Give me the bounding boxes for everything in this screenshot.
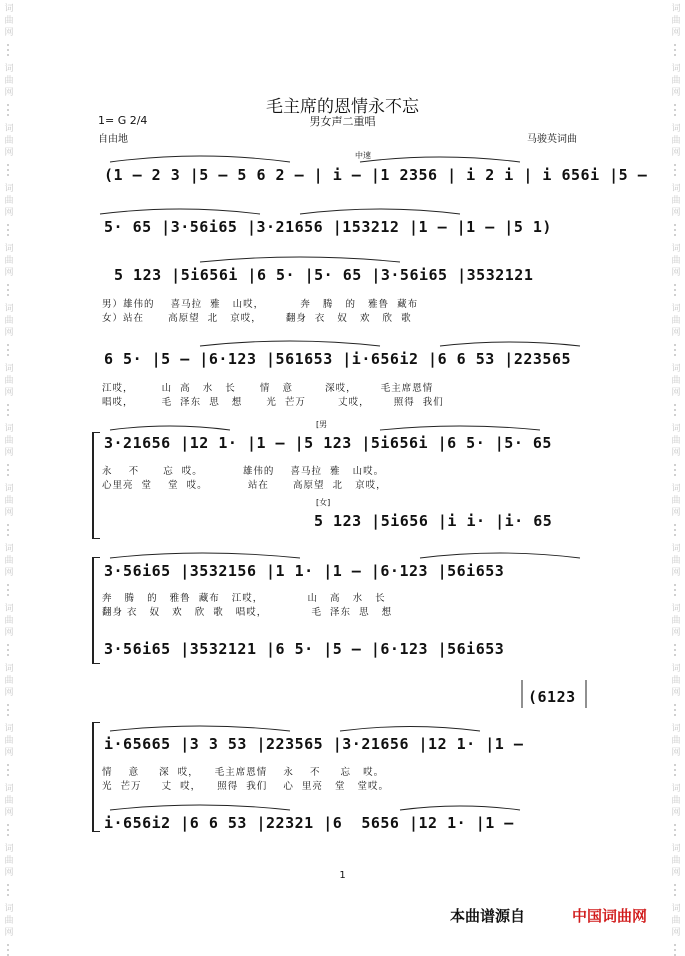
- score-line-2: 5· 65 |3·56i65 |3·21656 |153212 |1 — |1 — |5 1): [104, 218, 552, 236]
- watermark-glyph: 词: [4, 424, 14, 434]
- watermark-glyph: 网: [4, 808, 14, 818]
- watermark-glyph: 词: [4, 124, 14, 134]
- watermark-glyph: 曲: [671, 16, 681, 26]
- watermark-glyph: 网: [4, 508, 14, 518]
- watermark-glyph: 词: [671, 904, 681, 914]
- watermark-glyph: 网: [671, 268, 681, 278]
- watermark-glyph: 曲: [4, 556, 14, 566]
- score-line-7-upper: i·65665 |3 3 53 |223565 |3·21656 |12 1· |1 —: [104, 735, 524, 753]
- watermark-glyph: 曲: [671, 736, 681, 746]
- key-signature: 1= G 2/4: [98, 114, 148, 127]
- watermark-glyph: 网: [671, 148, 681, 158]
- watermark-glyph: 网: [4, 688, 14, 698]
- watermark-glyph: 曲: [671, 436, 681, 446]
- song-subtitle: 男女声二重唱: [309, 115, 376, 128]
- watermark-glyph: 词: [671, 184, 681, 194]
- score-line-4: 6 5· |5 — |6·123 |561653 |i·656i2 |6 6 53 |223565: [104, 350, 572, 368]
- watermark-glyph: 曲: [4, 796, 14, 806]
- slur-line-3: [200, 257, 400, 262]
- slur-line-2b: [300, 209, 460, 214]
- watermark-glyph: 曲: [4, 496, 14, 506]
- watermark-glyph: 网: [671, 28, 681, 38]
- watermark-glyph: 曲: [671, 316, 681, 326]
- lyrics-male-4: 江哎， 山 高 水 长 情 意 深哎， 毛主席恩情: [102, 383, 434, 394]
- watermark-glyph: 曲: [671, 196, 681, 206]
- watermark-glyph: 网: [4, 628, 14, 638]
- watermark-glyph: 词: [671, 484, 681, 494]
- score-line-3: 5 123 |5i656i |6 5· |5· 65 |3·56i65 |3532121: [114, 266, 534, 284]
- watermark-glyph: 词: [4, 364, 14, 374]
- watermark-glyph: 网: [671, 88, 681, 98]
- watermark-glyph: 网: [4, 208, 14, 218]
- watermark-glyph: 曲: [671, 856, 681, 866]
- watermark-glyph: 曲: [671, 796, 681, 806]
- watermark-glyph: 词: [4, 64, 14, 74]
- lyrics-5-line-2: 心里亮 堂 堂 哎。 站在 高原望 北 京哎，: [102, 480, 387, 491]
- watermark-glyph: 词: [671, 544, 681, 554]
- watermark-glyph: 词: [4, 484, 14, 494]
- watermark-glyph: 词: [4, 724, 14, 734]
- watermark-glyph: 曲: [4, 316, 14, 326]
- intro-phrase: (6123: [528, 688, 576, 706]
- watermark-glyph: 词: [4, 184, 14, 194]
- watermark-glyph: 词: [671, 784, 681, 794]
- watermark-glyph: 网: [671, 508, 681, 518]
- watermark-glyph: 网: [671, 208, 681, 218]
- watermark-glyph: 网: [671, 688, 681, 698]
- watermark-glyph: 词: [4, 844, 14, 854]
- watermark-glyph: 网: [4, 748, 14, 758]
- slur-line-2: [100, 209, 260, 214]
- slur-line-1b: [360, 157, 520, 162]
- watermark-glyph: 词: [671, 124, 681, 134]
- score-line-6-lower: 3·56i65 |3532121 |6 5· |5 — |6·123 |56i653: [104, 640, 505, 658]
- slur-line-4: [200, 341, 380, 346]
- watermark-glyph: 曲: [671, 676, 681, 686]
- tempo-change-mark: 中速: [355, 151, 371, 160]
- watermark-glyph: 词: [4, 304, 14, 314]
- composer-credit: 马骏英词曲: [527, 134, 577, 145]
- score-line-1: (1 — 2 3 |5 — 5 6 2 — | i — |1 2356 | i 2 i | i 656i |5 —: [104, 166, 648, 184]
- watermark-glyph: 词: [671, 424, 681, 434]
- song-title: 毛主席的恩情永不忘: [266, 97, 419, 117]
- female-part-label: [女]: [316, 498, 331, 507]
- watermark-glyph: 曲: [4, 16, 14, 26]
- watermark-glyph: 曲: [4, 196, 14, 206]
- watermark-glyph: 词: [4, 784, 14, 794]
- watermark-glyph: 网: [4, 28, 14, 38]
- watermark-glyph: 词: [4, 4, 14, 14]
- slur-line-6b: [420, 553, 580, 558]
- watermark-glyph: 词: [671, 664, 681, 674]
- watermark-glyph: 网: [671, 388, 681, 398]
- watermark-glyph: 曲: [4, 676, 14, 686]
- watermark-glyph: 词: [671, 724, 681, 734]
- watermark-glyph: 网: [4, 268, 14, 278]
- watermark-glyph: 词: [671, 4, 681, 14]
- watermark-glyph: 曲: [4, 76, 14, 86]
- lyrics-5-line-1: 永 不 忘 哎。 雄伟的 喜马拉 雅 山哎。: [102, 466, 385, 477]
- slur-line-4b: [440, 342, 580, 346]
- footer-site-link[interactable]: 中国词曲网: [571, 907, 647, 925]
- lyrics-6-line-1: 奔 腾 的 雅鲁 藏布 江哎， 山 高 水 长: [102, 593, 386, 604]
- lyrics-female-4: 唱哎， 毛 泽东 思 想 光 芒万 丈哎， 照得 我们: [102, 397, 444, 408]
- watermark-glyph: 曲: [671, 916, 681, 926]
- watermark-glyph: 曲: [4, 616, 14, 626]
- watermark-glyph: 网: [4, 88, 14, 98]
- slur-line-1: [110, 156, 290, 162]
- watermark-glyph: 词: [671, 64, 681, 74]
- watermark-glyph: 词: [4, 664, 14, 674]
- watermark-glyph: 词: [671, 304, 681, 314]
- watermark-glyph: 词: [671, 244, 681, 254]
- watermark-glyph: 网: [671, 328, 681, 338]
- watermark-glyph: 曲: [671, 616, 681, 626]
- slur-line-5b: [380, 426, 540, 430]
- watermark-glyph: 网: [671, 808, 681, 818]
- watermark-glyph: 曲: [4, 856, 14, 866]
- watermark-glyph: 词: [4, 604, 14, 614]
- watermark-glyph: 网: [671, 748, 681, 758]
- lyrics-female-3: 女）站在 高原望 北 京哎， 翻身 衣 奴 欢 欣 歌: [102, 313, 412, 324]
- watermark-glyph: 网: [671, 868, 681, 878]
- watermark-glyph: 曲: [4, 916, 14, 926]
- page-number: 1: [339, 870, 346, 881]
- watermark-glyph: 网: [671, 928, 681, 938]
- watermark-glyph: 曲: [4, 736, 14, 746]
- watermark-glyph: 曲: [671, 376, 681, 386]
- watermark-glyph: 词: [671, 604, 681, 614]
- score-line-5-lower: 5 123 |5i656 |i i· |i· 65: [314, 512, 553, 530]
- watermark-glyph: 曲: [4, 436, 14, 446]
- score-line-6-upper: 3·56i65 |3532156 |1 1· |1 — |6·123 |56i653: [104, 562, 505, 580]
- score-line-7-lower: i·656i2 |6 6 53 |22321 |6 5656 |12 1· |1 —: [104, 814, 514, 832]
- slur-line-7b: [340, 727, 480, 732]
- score-line-5-upper: 3·21656 |12 1· |1 — |5 123 |5i656i |6 5· |5· 65: [104, 434, 552, 452]
- watermark-glyph: 网: [4, 148, 14, 158]
- slur-line-6: [110, 553, 300, 558]
- watermark-glyph: 网: [4, 928, 14, 938]
- lyrics-7-line-1: 情 意 深 哎， 毛主席恩情 永 不 忘 哎。: [102, 767, 385, 778]
- tempo-marking: 自由地: [98, 134, 128, 145]
- watermark-glyph: 曲: [671, 256, 681, 266]
- slur-line-5: [110, 426, 230, 430]
- watermark-glyph: 网: [4, 568, 14, 578]
- watermark-glyph: 曲: [4, 376, 14, 386]
- watermark-glyph: 词: [4, 904, 14, 914]
- lyrics-male-3: 男）雄伟的 喜马拉 雅 山哎， 奔 腾 的 雅鲁 藏布: [102, 299, 419, 310]
- watermark-glyph: 网: [671, 568, 681, 578]
- watermark-glyph: 词: [671, 844, 681, 854]
- watermark-glyph: 曲: [671, 136, 681, 146]
- watermark-glyph: 网: [671, 628, 681, 638]
- watermark-glyph: 曲: [671, 556, 681, 566]
- slur-line-8b: [400, 806, 520, 810]
- male-part-label: [男: [316, 420, 328, 429]
- watermark-glyph: 词: [671, 364, 681, 374]
- watermark-glyph: 曲: [4, 136, 14, 146]
- watermark-glyph: 词: [4, 544, 14, 554]
- lyrics-6-line-2: 翻身 衣 奴 欢 欣 歌 唱哎， 毛 泽东 思 想: [102, 607, 393, 618]
- watermark-glyph: 曲: [671, 496, 681, 506]
- watermark-glyph: 网: [4, 328, 14, 338]
- watermark-glyph: 网: [671, 448, 681, 458]
- lyrics-7-line-2: 光 芒万 丈 哎， 照得 我们 心 里亮 堂 堂哎。: [102, 781, 390, 792]
- watermark-glyph: 网: [4, 448, 14, 458]
- slur-line-7: [110, 726, 290, 731]
- watermark-glyph: 曲: [4, 256, 14, 266]
- watermark-glyph: 曲: [671, 76, 681, 86]
- slur-line-8: [110, 805, 290, 810]
- watermark-glyph: 词: [4, 244, 14, 254]
- watermark-glyph: 网: [4, 388, 14, 398]
- footer-source-label: 本曲谱源自: [449, 907, 525, 925]
- watermark-glyph: 网: [4, 868, 14, 878]
